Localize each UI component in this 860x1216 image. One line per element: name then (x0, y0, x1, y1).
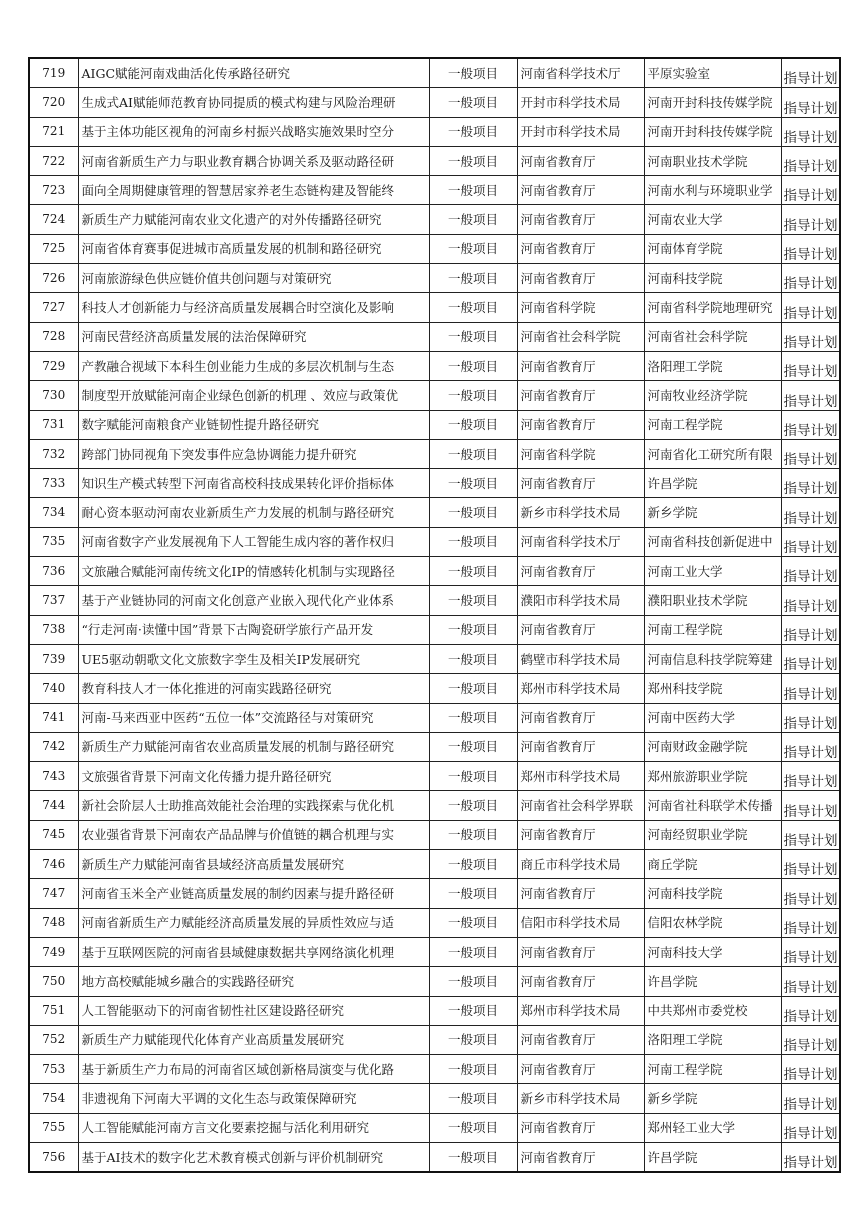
table-row (29, 557, 840, 586)
project-number: 730 (29, 381, 78, 410)
plan-category: 指导计划 (781, 1142, 840, 1172)
project-type: 一般项目 (429, 1142, 517, 1172)
recommending-department: 河南省教育厅 (517, 469, 644, 498)
host-institution: 新乡学院 (644, 1084, 781, 1113)
host-institution: 郑州旅游职业学院 (644, 762, 781, 791)
table-row (29, 732, 840, 761)
plan-category: 指导计划 (781, 439, 840, 468)
plan-category: 指导计划 (781, 586, 840, 615)
project-title: 产教融合视域下本科生创业能力生成的多层次机制与生态 (78, 351, 429, 380)
table-row (29, 1142, 840, 1172)
recommending-department: 河南省教育厅 (517, 381, 644, 410)
host-institution: 河南经贸职业学院 (644, 820, 781, 849)
host-institution: 河南工程学院 (644, 615, 781, 644)
project-title: 农业强省背景下河南农产品品牌与价值链的耦合机理与实 (78, 820, 429, 849)
table-row (29, 996, 840, 1025)
project-title: 文旅融合赋能河南传统文化IP的情感转化机制与实现路径 (78, 557, 429, 586)
host-institution: 中共郑州市委党校 (644, 996, 781, 1025)
table-row (29, 146, 840, 175)
recommending-department: 河南省教育厅 (517, 615, 644, 644)
project-type: 一般项目 (429, 850, 517, 879)
recommending-department: 河南省教育厅 (517, 410, 644, 439)
host-institution: 洛阳理工学院 (644, 1025, 781, 1054)
table-row (29, 527, 840, 556)
project-title: 基于主体功能区视角的河南乡村振兴战略实施效果时空分 (78, 117, 429, 146)
project-number: 746 (29, 850, 78, 879)
project-title: 科技人才创新能力与经济高质量发展耦合时空演化及影响 (78, 293, 429, 322)
project-title: 数字赋能河南粮食产业链韧性提升路径研究 (78, 410, 429, 439)
plan-category: 指导计划 (781, 527, 840, 556)
plan-category: 指导计划 (781, 410, 840, 439)
project-type: 一般项目 (429, 791, 517, 820)
project-number: 736 (29, 557, 78, 586)
project-title: 河南-马来西亚中医药“五位一体”交流路径与对策研究 (78, 703, 429, 732)
project-number: 734 (29, 498, 78, 527)
table-row (29, 586, 840, 615)
plan-category: 指导计划 (781, 88, 840, 117)
table-row (29, 1084, 840, 1113)
recommending-department: 河南省社会科学界联 (517, 791, 644, 820)
host-institution: 河南职业技术学院 (644, 146, 781, 175)
host-institution: 河南体育学院 (644, 234, 781, 263)
table-row (29, 410, 840, 439)
plan-category: 指导计划 (781, 176, 840, 205)
project-number: 739 (29, 644, 78, 673)
table-row (29, 1055, 840, 1084)
host-institution: 河南牧业经济学院 (644, 381, 781, 410)
recommending-department: 河南省教育厅 (517, 820, 644, 849)
project-title: 新质生产力赋能现代化体育产业高质量发展研究 (78, 1025, 429, 1054)
plan-category: 指导计划 (781, 937, 840, 966)
host-institution: 河南信息科技学院筹建 (644, 644, 781, 673)
project-type: 一般项目 (429, 615, 517, 644)
project-title: 教育科技人才一体化推进的河南实践路径研究 (78, 674, 429, 703)
project-type: 一般项目 (429, 498, 517, 527)
project-number: 749 (29, 937, 78, 966)
project-number: 748 (29, 908, 78, 937)
project-title: 河南省新质生产力与职业教育耦合协调关系及驱动路径研 (78, 146, 429, 175)
plan-category: 指导计划 (781, 791, 840, 820)
project-title: 非遗视角下河南大平调的文化生态与政策保障研究 (78, 1084, 429, 1113)
host-institution: 河南开封科技传媒学院 (644, 117, 781, 146)
project-number: 742 (29, 732, 78, 761)
project-type: 一般项目 (429, 381, 517, 410)
recommending-department: 河南省教育厅 (517, 176, 644, 205)
recommending-department: 开封市科学技术局 (517, 117, 644, 146)
host-institution: 郑州轻工业大学 (644, 1113, 781, 1142)
project-number: 726 (29, 264, 78, 293)
project-number: 740 (29, 674, 78, 703)
table-row (29, 322, 840, 351)
host-institution: 商丘学院 (644, 850, 781, 879)
recommending-department: 商丘市科学技术局 (517, 850, 644, 879)
table-row (29, 58, 840, 88)
plan-category: 指导计划 (781, 498, 840, 527)
recommending-department: 郑州市科学技术局 (517, 762, 644, 791)
project-title: AIGC赋能河南戏曲活化传承路径研究 (78, 58, 429, 88)
project-title: UE5驱动朝歌文化文旅数字孪生及相关IP发展研究 (78, 644, 429, 673)
project-type: 一般项目 (429, 937, 517, 966)
table-row (29, 381, 840, 410)
project-number: 732 (29, 439, 78, 468)
project-number: 737 (29, 586, 78, 615)
plan-category: 指导计划 (781, 703, 840, 732)
project-title: 河南省数字产业发展视角下人工智能生成内容的著作权归 (78, 527, 429, 556)
project-title: 河南省玉米全产业链高质量发展的制约因素与提升路径研 (78, 879, 429, 908)
table-row (29, 1025, 840, 1054)
project-table (28, 57, 841, 1173)
project-number: 728 (29, 322, 78, 351)
recommending-department: 鹤壁市科学技术局 (517, 644, 644, 673)
recommending-department: 河南省教育厅 (517, 703, 644, 732)
host-institution: 许昌学院 (644, 1142, 781, 1172)
project-title: 面向全周期健康管理的智慧居家养老生态链构建及智能终 (78, 176, 429, 205)
table-row (29, 674, 840, 703)
recommending-department: 新乡市科学技术局 (517, 1084, 644, 1113)
plan-category: 指导计划 (781, 293, 840, 322)
project-title: 人工智能驱动下的河南省韧性社区建设路径研究 (78, 996, 429, 1025)
project-type: 一般项目 (429, 644, 517, 673)
plan-category: 指导计划 (781, 644, 840, 673)
recommending-department: 濮阳市科学技术局 (517, 586, 644, 615)
project-type: 一般项目 (429, 996, 517, 1025)
project-number: 753 (29, 1055, 78, 1084)
project-title: 人工智能赋能河南方言文化要素挖掘与活化利用研究 (78, 1113, 429, 1142)
host-institution: 河南科技学院 (644, 879, 781, 908)
project-type: 一般项目 (429, 234, 517, 263)
project-number: 755 (29, 1113, 78, 1142)
project-type: 一般项目 (429, 117, 517, 146)
recommending-department: 河南省教育厅 (517, 937, 644, 966)
host-institution: 平原实验室 (644, 58, 781, 88)
project-number: 752 (29, 1025, 78, 1054)
project-number: 725 (29, 234, 78, 263)
project-title: “行走河南·读懂中国”背景下古陶瓷研学旅行产品开发 (78, 615, 429, 644)
plan-category: 指导计划 (781, 1025, 840, 1054)
recommending-department: 河南省教育厅 (517, 1025, 644, 1054)
table-row (29, 1113, 840, 1142)
project-type: 一般项目 (429, 703, 517, 732)
plan-category: 指导计划 (781, 117, 840, 146)
project-number: 720 (29, 88, 78, 117)
recommending-department: 河南省教育厅 (517, 879, 644, 908)
project-title: 新社会阶层人士助推高效能社会治理的实践探索与优化机 (78, 791, 429, 820)
table-row (29, 791, 840, 820)
project-type: 一般项目 (429, 293, 517, 322)
project-title: 河南省体育赛事促进城市高质量发展的机制和路径研究 (78, 234, 429, 263)
project-type: 一般项目 (429, 1084, 517, 1113)
project-number: 733 (29, 469, 78, 498)
project-title: 基于新质生产力布局的河南省区域创新格局演变与优化路 (78, 1055, 429, 1084)
project-title: 河南旅游绿色供应链价值共创问题与对策研究 (78, 264, 429, 293)
project-type: 一般项目 (429, 351, 517, 380)
table-row (29, 937, 840, 966)
project-title: 制度型开放赋能河南企业绿色创新的机理 、效应与政策优 (78, 381, 429, 410)
plan-category: 指导计划 (781, 820, 840, 849)
recommending-department: 新乡市科学技术局 (517, 498, 644, 527)
project-type: 一般项目 (429, 439, 517, 468)
project-number: 754 (29, 1084, 78, 1113)
project-title: 耐心资本驱动河南农业新质生产力发展的机制与路径研究 (78, 498, 429, 527)
project-title: 河南省新质生产力赋能经济高质量发展的异质性效应与适 (78, 908, 429, 937)
project-number: 724 (29, 205, 78, 234)
plan-category: 指导计划 (781, 850, 840, 879)
project-type: 一般项目 (429, 908, 517, 937)
recommending-department: 开封市科学技术局 (517, 88, 644, 117)
project-type: 一般项目 (429, 410, 517, 439)
plan-category: 指导计划 (781, 264, 840, 293)
host-institution: 河南财政金融学院 (644, 732, 781, 761)
project-title: 文旅强省背景下河南文化传播力提升路径研究 (78, 762, 429, 791)
recommending-department: 河南省教育厅 (517, 1055, 644, 1084)
plan-category: 指导计划 (781, 381, 840, 410)
project-type: 一般项目 (429, 322, 517, 351)
host-institution: 河南科技大学 (644, 937, 781, 966)
project-type: 一般项目 (429, 88, 517, 117)
table-row (29, 967, 840, 996)
project-title: 地方高校赋能城乡融合的实践路径研究 (78, 967, 429, 996)
host-institution: 河南科技学院 (644, 264, 781, 293)
plan-category: 指导计划 (781, 1055, 840, 1084)
plan-category: 指导计划 (781, 732, 840, 761)
table-row (29, 351, 840, 380)
recommending-department: 河南省科学技术厅 (517, 58, 644, 88)
project-type: 一般项目 (429, 176, 517, 205)
recommending-department: 河南省科学院 (517, 293, 644, 322)
table-row (29, 498, 840, 527)
recommending-department: 河南省教育厅 (517, 351, 644, 380)
plan-category: 指导计划 (781, 996, 840, 1025)
project-number: 751 (29, 996, 78, 1025)
project-number: 750 (29, 967, 78, 996)
plan-category: 指导计划 (781, 205, 840, 234)
recommending-department: 河南省教育厅 (517, 1113, 644, 1142)
recommending-department: 河南省教育厅 (517, 205, 644, 234)
host-institution: 河南工程学院 (644, 410, 781, 439)
project-number: 735 (29, 527, 78, 556)
plan-category: 指导计划 (781, 557, 840, 586)
project-number: 756 (29, 1142, 78, 1172)
project-type: 一般项目 (429, 586, 517, 615)
recommending-department: 河南省教育厅 (517, 1142, 644, 1172)
host-institution: 河南水利与环境职业学 (644, 176, 781, 205)
project-title: 知识生产模式转型下河南省高校科技成果转化评价指标体 (78, 469, 429, 498)
project-type: 一般项目 (429, 146, 517, 175)
plan-category: 指导计划 (781, 1113, 840, 1142)
plan-category: 指导计划 (781, 234, 840, 263)
plan-category: 指导计划 (781, 615, 840, 644)
recommending-department: 郑州市科学技术局 (517, 674, 644, 703)
project-title: 新质生产力赋能河南省县域经济高质量发展研究 (78, 850, 429, 879)
recommending-department: 河南省教育厅 (517, 264, 644, 293)
recommending-department: 河南省教育厅 (517, 557, 644, 586)
project-title: 河南民营经济高质量发展的法治保障研究 (78, 322, 429, 351)
project-title: 基于产业链协同的河南文化创意产业嵌入现代化产业体系 (78, 586, 429, 615)
project-type: 一般项目 (429, 469, 517, 498)
project-number: 731 (29, 410, 78, 439)
recommending-department: 河南省科学技术厅 (517, 527, 644, 556)
project-number: 743 (29, 762, 78, 791)
project-number: 723 (29, 176, 78, 205)
table-row (29, 205, 840, 234)
project-number: 729 (29, 351, 78, 380)
project-title: 新质生产力赋能河南农业文化遗产的对外传播路径研究 (78, 205, 429, 234)
plan-category: 指导计划 (781, 879, 840, 908)
table-row (29, 644, 840, 673)
project-type: 一般项目 (429, 967, 517, 996)
table-row (29, 264, 840, 293)
table-row (29, 469, 840, 498)
host-institution: 河南省社会科学院 (644, 322, 781, 351)
plan-category: 指导计划 (781, 146, 840, 175)
host-institution: 河南中医药大学 (644, 703, 781, 732)
project-title: 基于AI技术的数字化艺术教育模式创新与评价机制研究 (78, 1142, 429, 1172)
table-row (29, 703, 840, 732)
project-number: 747 (29, 879, 78, 908)
table-row (29, 293, 840, 322)
recommending-department: 郑州市科学技术局 (517, 996, 644, 1025)
project-type: 一般项目 (429, 820, 517, 849)
table-row (29, 117, 840, 146)
host-institution: 濮阳职业技术学院 (644, 586, 781, 615)
recommending-department: 河南省教育厅 (517, 732, 644, 761)
host-institution: 洛阳理工学院 (644, 351, 781, 380)
project-number: 719 (29, 58, 78, 88)
recommending-department: 信阳市科学技术局 (517, 908, 644, 937)
project-type: 一般项目 (429, 1025, 517, 1054)
project-number: 744 (29, 791, 78, 820)
project-title: 跨部门协同视角下突发事件应急协调能力提升研究 (78, 439, 429, 468)
table-row (29, 176, 840, 205)
host-institution: 许昌学院 (644, 967, 781, 996)
host-institution: 信阳农林学院 (644, 908, 781, 937)
table-row (29, 762, 840, 791)
plan-category: 指导计划 (781, 351, 840, 380)
project-type: 一般项目 (429, 264, 517, 293)
plan-category: 指导计划 (781, 322, 840, 351)
host-institution: 河南工业大学 (644, 557, 781, 586)
project-title: 基于互联网医院的河南省县域健康数据共享网络演化机理 (78, 937, 429, 966)
project-table-body (29, 58, 840, 1172)
host-institution: 河南省化工研究所有限 (644, 439, 781, 468)
table-row (29, 439, 840, 468)
project-number: 727 (29, 293, 78, 322)
plan-category: 指导计划 (781, 58, 840, 88)
project-type: 一般项目 (429, 879, 517, 908)
recommending-department: 河南省科学院 (517, 439, 644, 468)
project-type: 一般项目 (429, 1055, 517, 1084)
recommending-department: 河南省教育厅 (517, 146, 644, 175)
host-institution: 河南省社科联学术传播 (644, 791, 781, 820)
table-row (29, 850, 840, 879)
project-number: 721 (29, 117, 78, 146)
project-type: 一般项目 (429, 205, 517, 234)
host-institution: 河南省科学院地理研究 (644, 293, 781, 322)
table-row (29, 615, 840, 644)
project-type: 一般项目 (429, 732, 517, 761)
table-row (29, 234, 840, 263)
project-type: 一般项目 (429, 674, 517, 703)
recommending-department: 河南省教育厅 (517, 234, 644, 263)
plan-category: 指导计划 (781, 967, 840, 996)
plan-category: 指导计划 (781, 1084, 840, 1113)
project-number: 722 (29, 146, 78, 175)
host-institution: 河南工程学院 (644, 1055, 781, 1084)
table-row (29, 88, 840, 117)
host-institution: 河南省科技创新促进中 (644, 527, 781, 556)
project-type: 一般项目 (429, 762, 517, 791)
project-type: 一般项目 (429, 527, 517, 556)
table-row (29, 908, 840, 937)
recommending-department: 河南省社会科学院 (517, 322, 644, 351)
host-institution: 许昌学院 (644, 469, 781, 498)
recommending-department: 河南省教育厅 (517, 967, 644, 996)
host-institution: 新乡学院 (644, 498, 781, 527)
project-title: 新质生产力赋能河南省农业高质量发展的机制与路径研究 (78, 732, 429, 761)
project-title: 生成式AI赋能师范教育协同提质的模式构建与风险治理研 (78, 88, 429, 117)
project-number: 745 (29, 820, 78, 849)
plan-category: 指导计划 (781, 674, 840, 703)
host-institution: 河南开封科技传媒学院 (644, 88, 781, 117)
project-number: 741 (29, 703, 78, 732)
plan-category: 指导计划 (781, 908, 840, 937)
host-institution: 河南农业大学 (644, 205, 781, 234)
table-row (29, 820, 840, 849)
plan-category: 指导计划 (781, 469, 840, 498)
plan-category: 指导计划 (781, 762, 840, 791)
host-institution: 郑州科技学院 (644, 674, 781, 703)
project-type: 一般项目 (429, 58, 517, 88)
project-type: 一般项目 (429, 1113, 517, 1142)
table-row (29, 879, 840, 908)
project-number: 738 (29, 615, 78, 644)
project-type: 一般项目 (429, 557, 517, 586)
